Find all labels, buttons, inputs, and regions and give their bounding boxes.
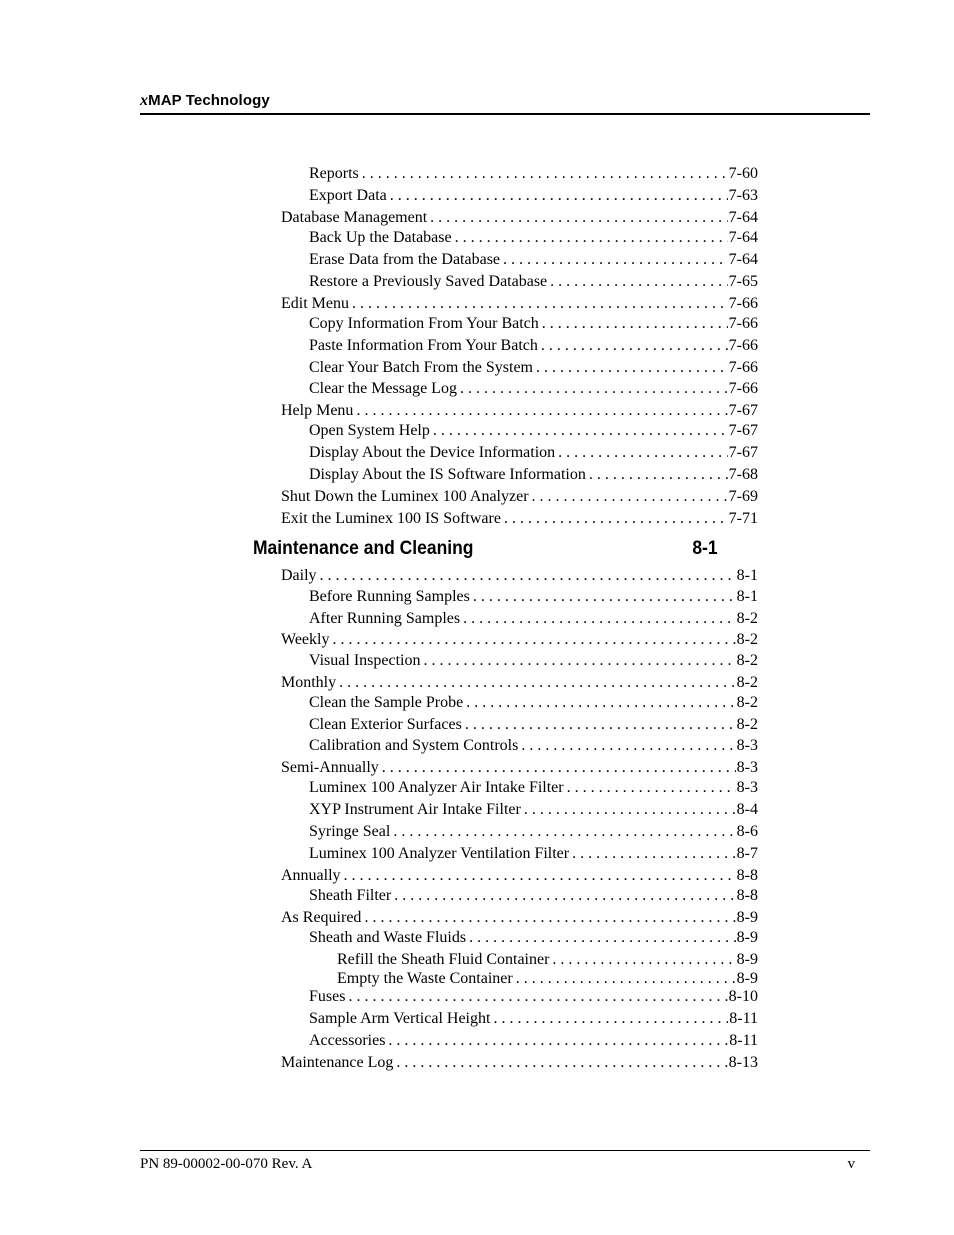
toc-entry-label: Clean the Sample Probe [309, 694, 464, 711]
dot-leader [572, 844, 736, 864]
toc-entry[interactable] [281, 401, 758, 421]
toc-entry[interactable] [281, 509, 758, 529]
toc-entry[interactable] [309, 800, 758, 820]
toc-entry-label: Display About the Device Information [309, 444, 556, 461]
toc-entry-label: Edit Menu [281, 295, 349, 312]
dot-leader [344, 866, 736, 886]
toc-entry[interactable] [309, 272, 758, 292]
toc-entry[interactable] [309, 715, 758, 735]
toc-entry[interactable] [281, 673, 758, 693]
toc-entry-label: Annually [281, 867, 341, 884]
dot-leader [433, 421, 728, 441]
toc-entry-label: XYP Instrument Air Intake Filter [309, 801, 521, 818]
dot-leader [466, 693, 735, 713]
toc-entry-label: Sample Arm Vertical Height [309, 1010, 491, 1027]
toc-entry-label: After Running Samples [309, 610, 461, 627]
toc-entry-label: Clear the Message Log [309, 380, 457, 397]
dot-leader [460, 379, 728, 399]
toc-entry[interactable] [309, 928, 758, 948]
toc-entry-page: 8-2 [736, 652, 758, 669]
toc-entry-label: Open System Help [309, 422, 430, 439]
toc-entry-label: Luminex 100 Analyzer Ventilation Filter [309, 845, 570, 862]
dot-leader [536, 358, 728, 378]
toc-entry-label: Refill the Sheath Fluid Container [337, 951, 550, 968]
toc-entry-label: Database Management [281, 209, 428, 226]
toc-entry[interactable] [309, 1031, 758, 1051]
dot-leader [390, 186, 728, 206]
dot-leader [473, 587, 736, 607]
header-rule [140, 113, 870, 115]
toc-entry-page: 8-1 [736, 567, 758, 584]
toc-entry[interactable] [281, 866, 758, 886]
dot-leader [339, 673, 736, 693]
toc-entry[interactable] [309, 421, 758, 441]
footer-part-number: PN 89-00002-00-070 Rev. A [140, 1156, 313, 1172]
toc-entry[interactable] [337, 950, 758, 970]
toc-entry-page: 8-13 [728, 1054, 758, 1071]
toc-entry-label: Clear Your Batch From the System [309, 359, 533, 376]
toc-entry-label: Fuses [309, 988, 346, 1005]
toc-entry[interactable] [309, 314, 758, 334]
running-header-prefix: x [140, 92, 149, 109]
toc-entry-page: 7-66 [728, 295, 758, 312]
dot-leader [320, 566, 736, 586]
toc-entry[interactable] [309, 164, 758, 184]
dot-leader [550, 272, 728, 292]
toc-entry-label: Clean Exterior Surfaces [309, 716, 462, 733]
toc-entry-label: Accessories [309, 1032, 386, 1049]
toc-entry-page: 8-7 [736, 845, 758, 862]
toc-entry-page: 7-67 [728, 402, 758, 419]
toc-entry-page: 8-11 [729, 1032, 758, 1049]
toc-entry-page: 8-8 [736, 887, 758, 904]
toc-entry[interactable] [309, 693, 758, 713]
dot-leader [362, 164, 728, 184]
footer-rule [140, 1150, 870, 1151]
toc-entry-page: 8-9 [736, 909, 758, 926]
toc-entry-page: 7-66 [728, 359, 758, 376]
toc-entry-page: 7-65 [728, 273, 758, 290]
toc-entry-label: Syringe Seal [309, 823, 391, 840]
toc-entry[interactable] [281, 487, 758, 507]
toc-entry[interactable] [309, 987, 758, 1007]
toc-entry-label: Help Menu [281, 402, 354, 419]
toc-entry[interactable] [309, 587, 758, 607]
toc-entry-label: Reports [309, 165, 359, 182]
toc-entry-label: Sheath Filter [309, 887, 392, 904]
dot-leader [430, 208, 728, 228]
toc-entry-label: As Required [281, 909, 362, 926]
toc-entry-page: 7-68 [728, 466, 758, 483]
dot-leader [503, 250, 728, 270]
toc-entry-page: 8-9 [736, 929, 758, 946]
dot-leader [552, 950, 735, 970]
toc-entry-page: 7-66 [728, 380, 758, 397]
toc-entry-label: Daily [281, 567, 317, 584]
toc-entry[interactable] [281, 1053, 758, 1073]
toc-entry-label: Visual Inspection [309, 652, 421, 669]
toc-entry-page: 8-3 [736, 779, 758, 796]
dot-leader [465, 715, 736, 735]
toc-entry[interactable] [309, 228, 758, 248]
toc-entry-page: 8-3 [736, 737, 758, 754]
toc-entry-page: 8-9 [736, 970, 758, 987]
toc-entry[interactable] [281, 758, 758, 778]
toc-entry[interactable] [309, 651, 758, 671]
footer-page-number: v [847, 1156, 855, 1172]
toc-entry-page: 8-10 [728, 988, 758, 1005]
running-header [140, 92, 270, 110]
dot-leader [393, 822, 735, 842]
toc-entry[interactable] [309, 336, 758, 356]
toc-entry[interactable] [281, 908, 758, 928]
chapter-title: Maintenance and Cleaning [253, 538, 474, 559]
toc-entry-label: Sheath and Waste Fluids [309, 929, 467, 946]
toc-entry-page: 8-8 [736, 867, 758, 884]
toc-entry-page: 8-3 [736, 759, 758, 776]
toc-entry[interactable] [309, 250, 758, 270]
dot-leader [455, 228, 728, 248]
toc-entry-label: Paste Information From Your Batch [309, 337, 538, 354]
toc-entry-page: 8-2 [736, 716, 758, 733]
toc-entry-page: 7-71 [728, 510, 758, 527]
toc-entry-label: Shut Down the Luminex 100 Analyzer [281, 488, 529, 505]
dot-leader [388, 1031, 728, 1051]
toc-entry[interactable] [281, 630, 758, 650]
toc-entry[interactable] [337, 969, 758, 989]
dot-leader [382, 758, 736, 778]
dot-leader [542, 314, 728, 334]
toc-entry-page: 7-66 [728, 315, 758, 332]
toc-entry[interactable] [309, 358, 758, 378]
dot-leader [541, 336, 728, 356]
dot-leader [469, 928, 736, 948]
toc-entry-page: 8-6 [736, 823, 758, 840]
toc-entry-page: 7-60 [728, 165, 758, 182]
dot-leader [394, 886, 735, 906]
toc-entry-page: 8-11 [729, 1010, 758, 1027]
dot-leader [567, 778, 736, 798]
toc-entry[interactable] [309, 609, 758, 629]
toc-entry-page: 8-2 [736, 610, 758, 627]
toc-entry-page: 8-4 [736, 801, 758, 818]
dot-leader [352, 294, 728, 314]
toc-entry-page: 8-9 [736, 951, 758, 968]
dot-leader [332, 630, 735, 650]
toc-entry[interactable] [281, 294, 758, 314]
chapter-heading[interactable] [253, 538, 718, 560]
toc-entry-page: 8-2 [736, 631, 758, 648]
dot-leader [348, 987, 727, 1007]
toc-entry[interactable] [309, 736, 758, 756]
dot-leader [356, 401, 727, 421]
toc-entry-label: Luminex 100 Analyzer Air Intake Filter [309, 779, 564, 796]
toc-entry-label: Maintenance Log [281, 1054, 394, 1071]
toc-entry[interactable] [309, 443, 758, 463]
dot-leader [493, 1009, 728, 1029]
toc-entry[interactable] [281, 208, 758, 228]
toc-entry-page: 7-64 [728, 251, 758, 268]
dot-leader [558, 443, 728, 463]
toc-entry-page: 7-64 [728, 229, 758, 246]
dot-leader [521, 736, 735, 756]
toc-entry[interactable] [309, 379, 758, 399]
toc-entry-page: 8-2 [736, 694, 758, 711]
toc-entry-page: 7-66 [728, 337, 758, 354]
toc-entry-page: 7-63 [728, 187, 758, 204]
toc-entry-label: Semi-Annually [281, 759, 379, 776]
toc-entry-label: Exit the Luminex 100 IS Software [281, 510, 501, 527]
toc-entry-label: Monthly [281, 674, 337, 691]
toc-entry-label: Back Up the Database [309, 229, 452, 246]
toc-entry[interactable] [309, 186, 758, 206]
dot-leader [364, 908, 735, 928]
toc-entry-page: 7-64 [728, 209, 758, 226]
toc-entry[interactable] [309, 822, 758, 842]
toc-entry[interactable] [281, 566, 758, 586]
toc-entry-label: Erase Data from the Database [309, 251, 501, 268]
toc-entry-label: Weekly [281, 631, 330, 648]
toc-entry-page: 8-2 [736, 674, 758, 691]
toc-entry-label: Display About the IS Software Information [309, 466, 586, 483]
dot-leader [532, 487, 728, 507]
dot-leader [463, 609, 736, 629]
toc-entry[interactable] [309, 1009, 758, 1029]
toc-entry-page: 7-69 [728, 488, 758, 505]
toc-entry[interactable] [309, 844, 758, 864]
toc-entry[interactable] [309, 778, 758, 798]
toc-entry[interactable] [309, 886, 758, 906]
toc-entry-page: 7-67 [728, 422, 758, 439]
dot-leader [504, 509, 728, 529]
toc-entry-page: 7-67 [728, 444, 758, 461]
toc-entry-label: Empty the Waste Container [337, 970, 513, 987]
dot-leader [524, 800, 736, 820]
dot-leader [396, 1053, 727, 1073]
chapter-page: 8-1 [692, 538, 718, 559]
toc-entry-label: Restore a Previously Saved Database [309, 273, 548, 290]
toc-entry-label: Copy Information From Your Batch [309, 315, 539, 332]
running-header-title: MAP Technology [148, 92, 270, 109]
toc-entry-label: Calibration and System Controls [309, 737, 519, 754]
dot-leader [589, 465, 728, 485]
toc-entry[interactable] [309, 465, 758, 485]
toc-entry-page: 8-1 [736, 588, 758, 605]
dot-leader [423, 651, 735, 671]
toc-entry-label: Before Running Samples [309, 588, 470, 605]
toc-entry-label: Export Data [309, 187, 387, 204]
dot-leader [516, 969, 736, 989]
